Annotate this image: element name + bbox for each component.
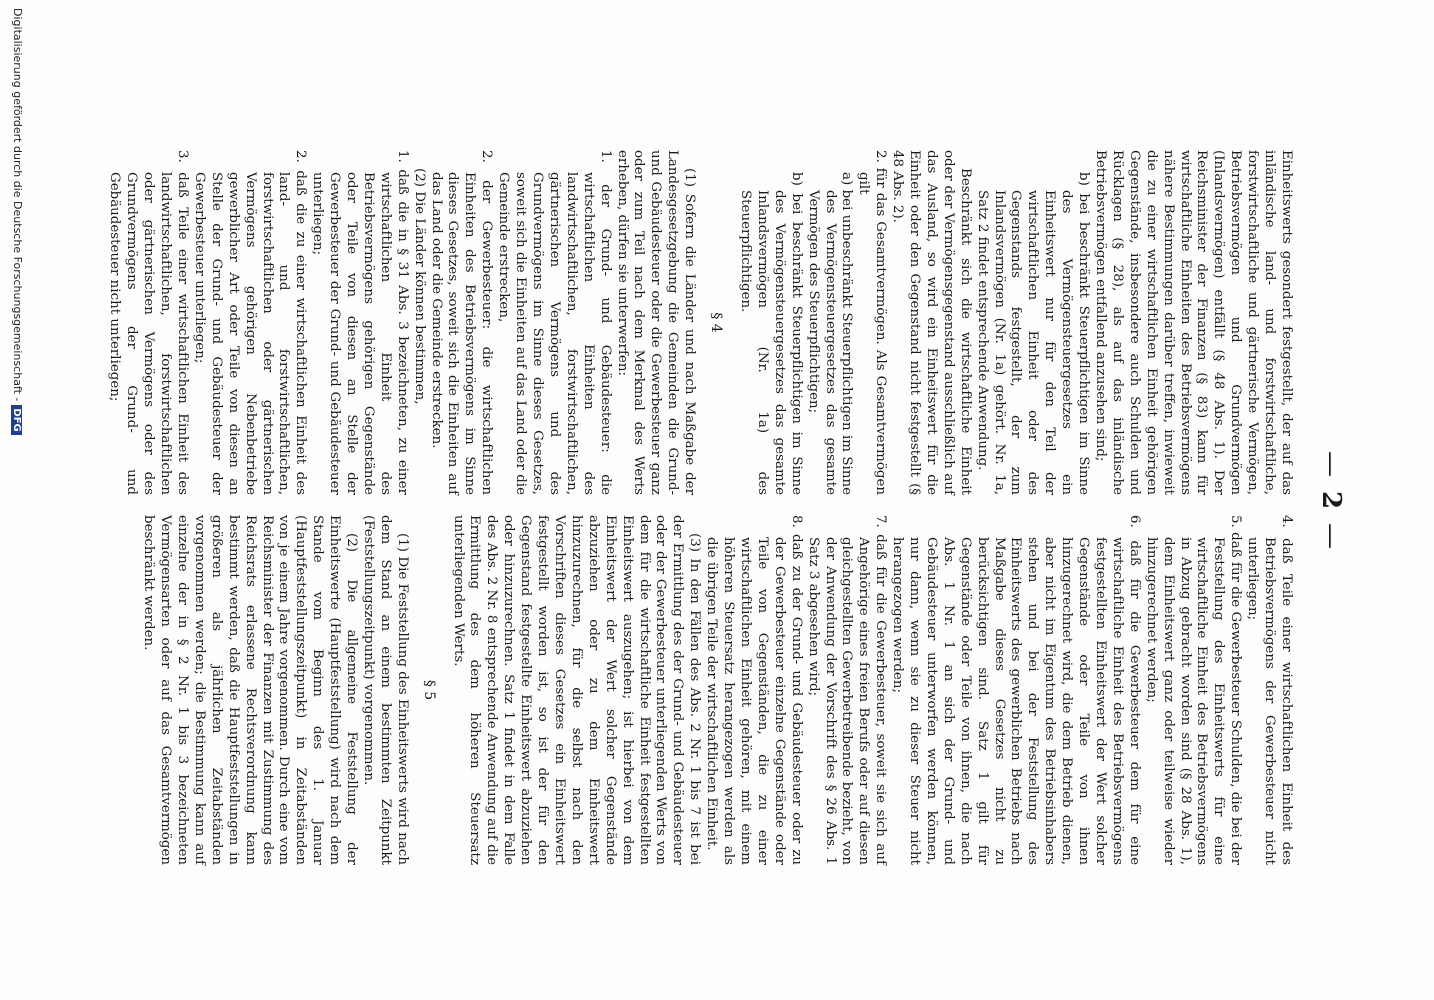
list-item: 2. der Gewerbesteuer: die wirtschaftlichen Einheiten des Betriebsvermögens im Sinne dieses Gesetzes, soweit sich die Einheiten auf das Land oder die Gemeinde erstrecken. — [428, 150, 495, 495]
paragraph: (3) In den Fällen des Abs. 2 Nr. 1 bis 7 ist bei der Ermittlung des der Grund- und Gebäudesteuer oder der Gewerbesteuer unterliegenden Werts von dem für die wirtschaftliche Einheit festgestellten Einheitswert auszugehen; ist hierbei von dem Einheitswert der Wert solcher Gegenstände abzuziehen oder zu dem Einheitswert hinzuzurechnen, für die selbst nach den Vorschriften dieses Gesetzes ein Einheitswert festgestellt worden ist, so ist der für den Gegenstand festgestellte Einheitswert abzuziehen oder hinzuzurechnen. Satz 1 findet in dem Falle des Abs. 2 Nr. 8 entsprechende Anwendung auf die Ermittlung des dem höheren Steuersatz unterliegenden Werts. — [450, 515, 703, 865]
list-item: 1. daß die in § 31 Abs. 3 bezeichneten, zu einer wirtschaftlichen Einheit des Betriebsvermögens gehörigen Gegenstände oder Teile von diesen an Stelle der Gewerbesteuer der Grund- und Gebäudesteuer unterliegen; — [310, 150, 410, 495]
paragraph: (1) Sofern die Länder und nach Maßgabe der Landesgesetzgebung die Gemeinden die Grund- und Gebäudesteuer oder die Gewerbesteuer ganz oder zum Teil nach dem Merkmal des Werts erheben, dürfen sie unterwerfen: — [614, 150, 698, 495]
list-item: b) bei beschränkt Steuerpflichtigen im Sinne des Vermögensteuergesetzes ein Einheitswert nur für den Teil der wirtschaftlichen Einheit oder des Gegenstands festgestellt, der zum Inlandsvermögen (Nr. 1a) gehört. Nr. 1a, Satz 2 findet entsprechende Anwendung. — [974, 172, 1092, 495]
paragraph: (2) Die Länder können bestimmen, — [411, 168, 427, 405]
paragraph: (2) Die allgemeine Feststellung der Einheitswerte (Hauptfeststellung) wird nach dem Stande vom Beginn des 1. Januar (Hauptfeststellungszeitpunkt) in Zeitabständen von je einem Jahre vorgenommen. Durch eine vom Reichsminister der Finanzen mit Zustimmung des Reichsrats erlassene Rechtsverordnung kann bestimmt werden, daß die Hauptfeststellungen in größeren als jährlichen Zeitabständen vorgenommen werden; die Bestimmung kann auf einzelne der in § 2 Nr. 1 bis 3 bezeichneten Vermögensarten oder auf das Gesamtvermögen beschränkt werden. — [141, 515, 360, 865]
list-item: 2. für das Gesamtvermögen. Als Gesamtvermögen gilt — [856, 150, 889, 495]
left-column — [107, 150, 1294, 495]
paragraph: Einheitswerts gesondert festgestellt, der auf das inländische land- und forstwirtschaftliche, forstwirtschaftliche und gärtnerische Vermögen, Betriebsvermögen und Grundvermögen (Inlandsvermögen) entfällt (§ 48 Abs. 1). Der Reichsminister der Finanzen (§ 83) kann für wirtschaftliche Einheiten des Betriebsvermögens nähere Bestimmungen darüber treffen, inwieweit die zu einer wirtschaftlichen Einheit gehörigen Gegenstände, insbesondere auch Schulden und Rücklagen (§ 28), als auf das inländische Betriebsvermögen entfallend anzusehen sind; — [1093, 150, 1294, 495]
paragraph: Beschränkt sich die wirtschaftliche Einheit oder der Vermögensgegenstand ausschließlich auf das Ausland, so wird ein Einheitswert für die Einheit oder den Gegenstand nicht festgestellt (§ 48 Abs. 2). — [890, 150, 973, 495]
list-item: 7. daß für die Gewerbesteuer, soweit sie sich auf Angehörige eines freien Berufs oder auf diesen gleichgestellten Gewerbetreibende bezieht, von der Anwendung der Vorschrift des § 26 Abs. 1 Satz 3 abgesehen wird; — [805, 515, 889, 865]
list-item: 1. der Grund- und Gebäudesteuer: die wirtschaftlichen Einheiten des landwirtschaftlichen, forstwirtschaftlichen, gärtnerischen Vermögens und des Grundvermögens im Sinne dieses Gesetzes, soweit sich die Einheiten auf das Land oder die Gemeinde erstrecken, — [496, 150, 613, 495]
digitization-credit — [11, 8, 24, 988]
list-item: 3. daß Teile einer wirtschaftlichen Einheit des landwirtschaftlichen, forstwirtschaftlichen oder gärtnerischen Vermögens oder des Grundvermögens der Grund- und Gebäudesteuer nicht unterliegen; — [107, 150, 190, 495]
list-item: 5. daß für die Gewerbesteuer Schulden, die bei der Feststellung des Einheitswerts für eine wirtschaftliche Einheit des Betriebsvermögens in Abzug gebracht worden sind (§ 28 Abs. 1), dem Einheitswert ganz oder teilweise wieder hinzugerechnet werden; — [1143, 515, 1244, 865]
dfg-logo: DFG — [11, 405, 22, 434]
list-item: 8. daß zu der Grund- und Gebäudesteuer oder zu der Gewerbesteuer einzelne Gegenstände oder Teile von Gegenständen, die zu einer wirtschaftlichen Einheit gehören, mit einem höheren Steuersatz herangezogen werden als die übrigen Teile der wirtschaftlichen Einheit. — [704, 515, 804, 865]
section-heading: § 4 — [708, 312, 725, 333]
credit-text: Digitalisierung gefördert durch die Deutsche Forschungsgemeinschaft - — [11, 8, 24, 402]
list-item: 2. daß die zu einer wirtschaftlichen Einheit des land- und forstwirtschaftlichen, forstwirtschaftlichen oder gärtnerischen Vermögens gehörigen Nebenbetriebe gewerblicher Art oder Teile von diesen an Stelle der Grund- und Gebäudesteuer der Gewerbesteuer unterliegen; — [191, 150, 309, 495]
right-column — [141, 515, 1294, 865]
list-item: b) bei beschränkt Steuerpflichtigen im Sinne des Vermögensteuergesetzes das gesamte Inlandsvermögen (Nr. 1a) des Steuerpflichtigen. — [738, 172, 804, 495]
page-number: 2 — [1316, 490, 1346, 510]
page-header: —2— — [1316, 450, 1346, 550]
list-item: a) bei unbeschränkt Steuerpflichtigen im Sinne des Vermögensteuergesetzes das gesamte Vermögen des Steuerpflichtigen; — [805, 172, 855, 495]
paragraph: (1) Die Feststellung des Einheitswerts wird nach dem Stand an einem bestimmten Zeitpunkt (Feststellungszeitpunkt) vorgenommen. — [360, 515, 410, 865]
list-item: 4. daß Teile einer wirtschaftlichen Einheit des Betriebsvermögens der Gewerbesteuer nicht unterliegen; — [1245, 515, 1294, 865]
section-heading: § 5 — [420, 679, 437, 701]
list-item: 6. daß für die Gewerbesteuer dem für eine wirtschaftliche Einheit des Betriebsvermögens festgestellten Einheitswert der Wert solcher Gegenstände oder Teile von ihnen hinzugerechnet wird, die dem Betrieb dienen, aber nicht im Eigentum des Betriebsinhabers stehen und bei der Feststellung des Einheitswerts des gewerblichen Betriebs nach Maßgabe dieses Gesetzes nicht zu berücksichtigen sind. Satz 1 gilt für Gegenstände oder Teile von ihnen, die nach Abs. 1 Nr. 1 an sich der Grund- und Gebäudesteuer unterworfen werden können, nur dann, wenn sie zu dieser Steuer nicht herangezogen werden; — [890, 515, 1142, 865]
